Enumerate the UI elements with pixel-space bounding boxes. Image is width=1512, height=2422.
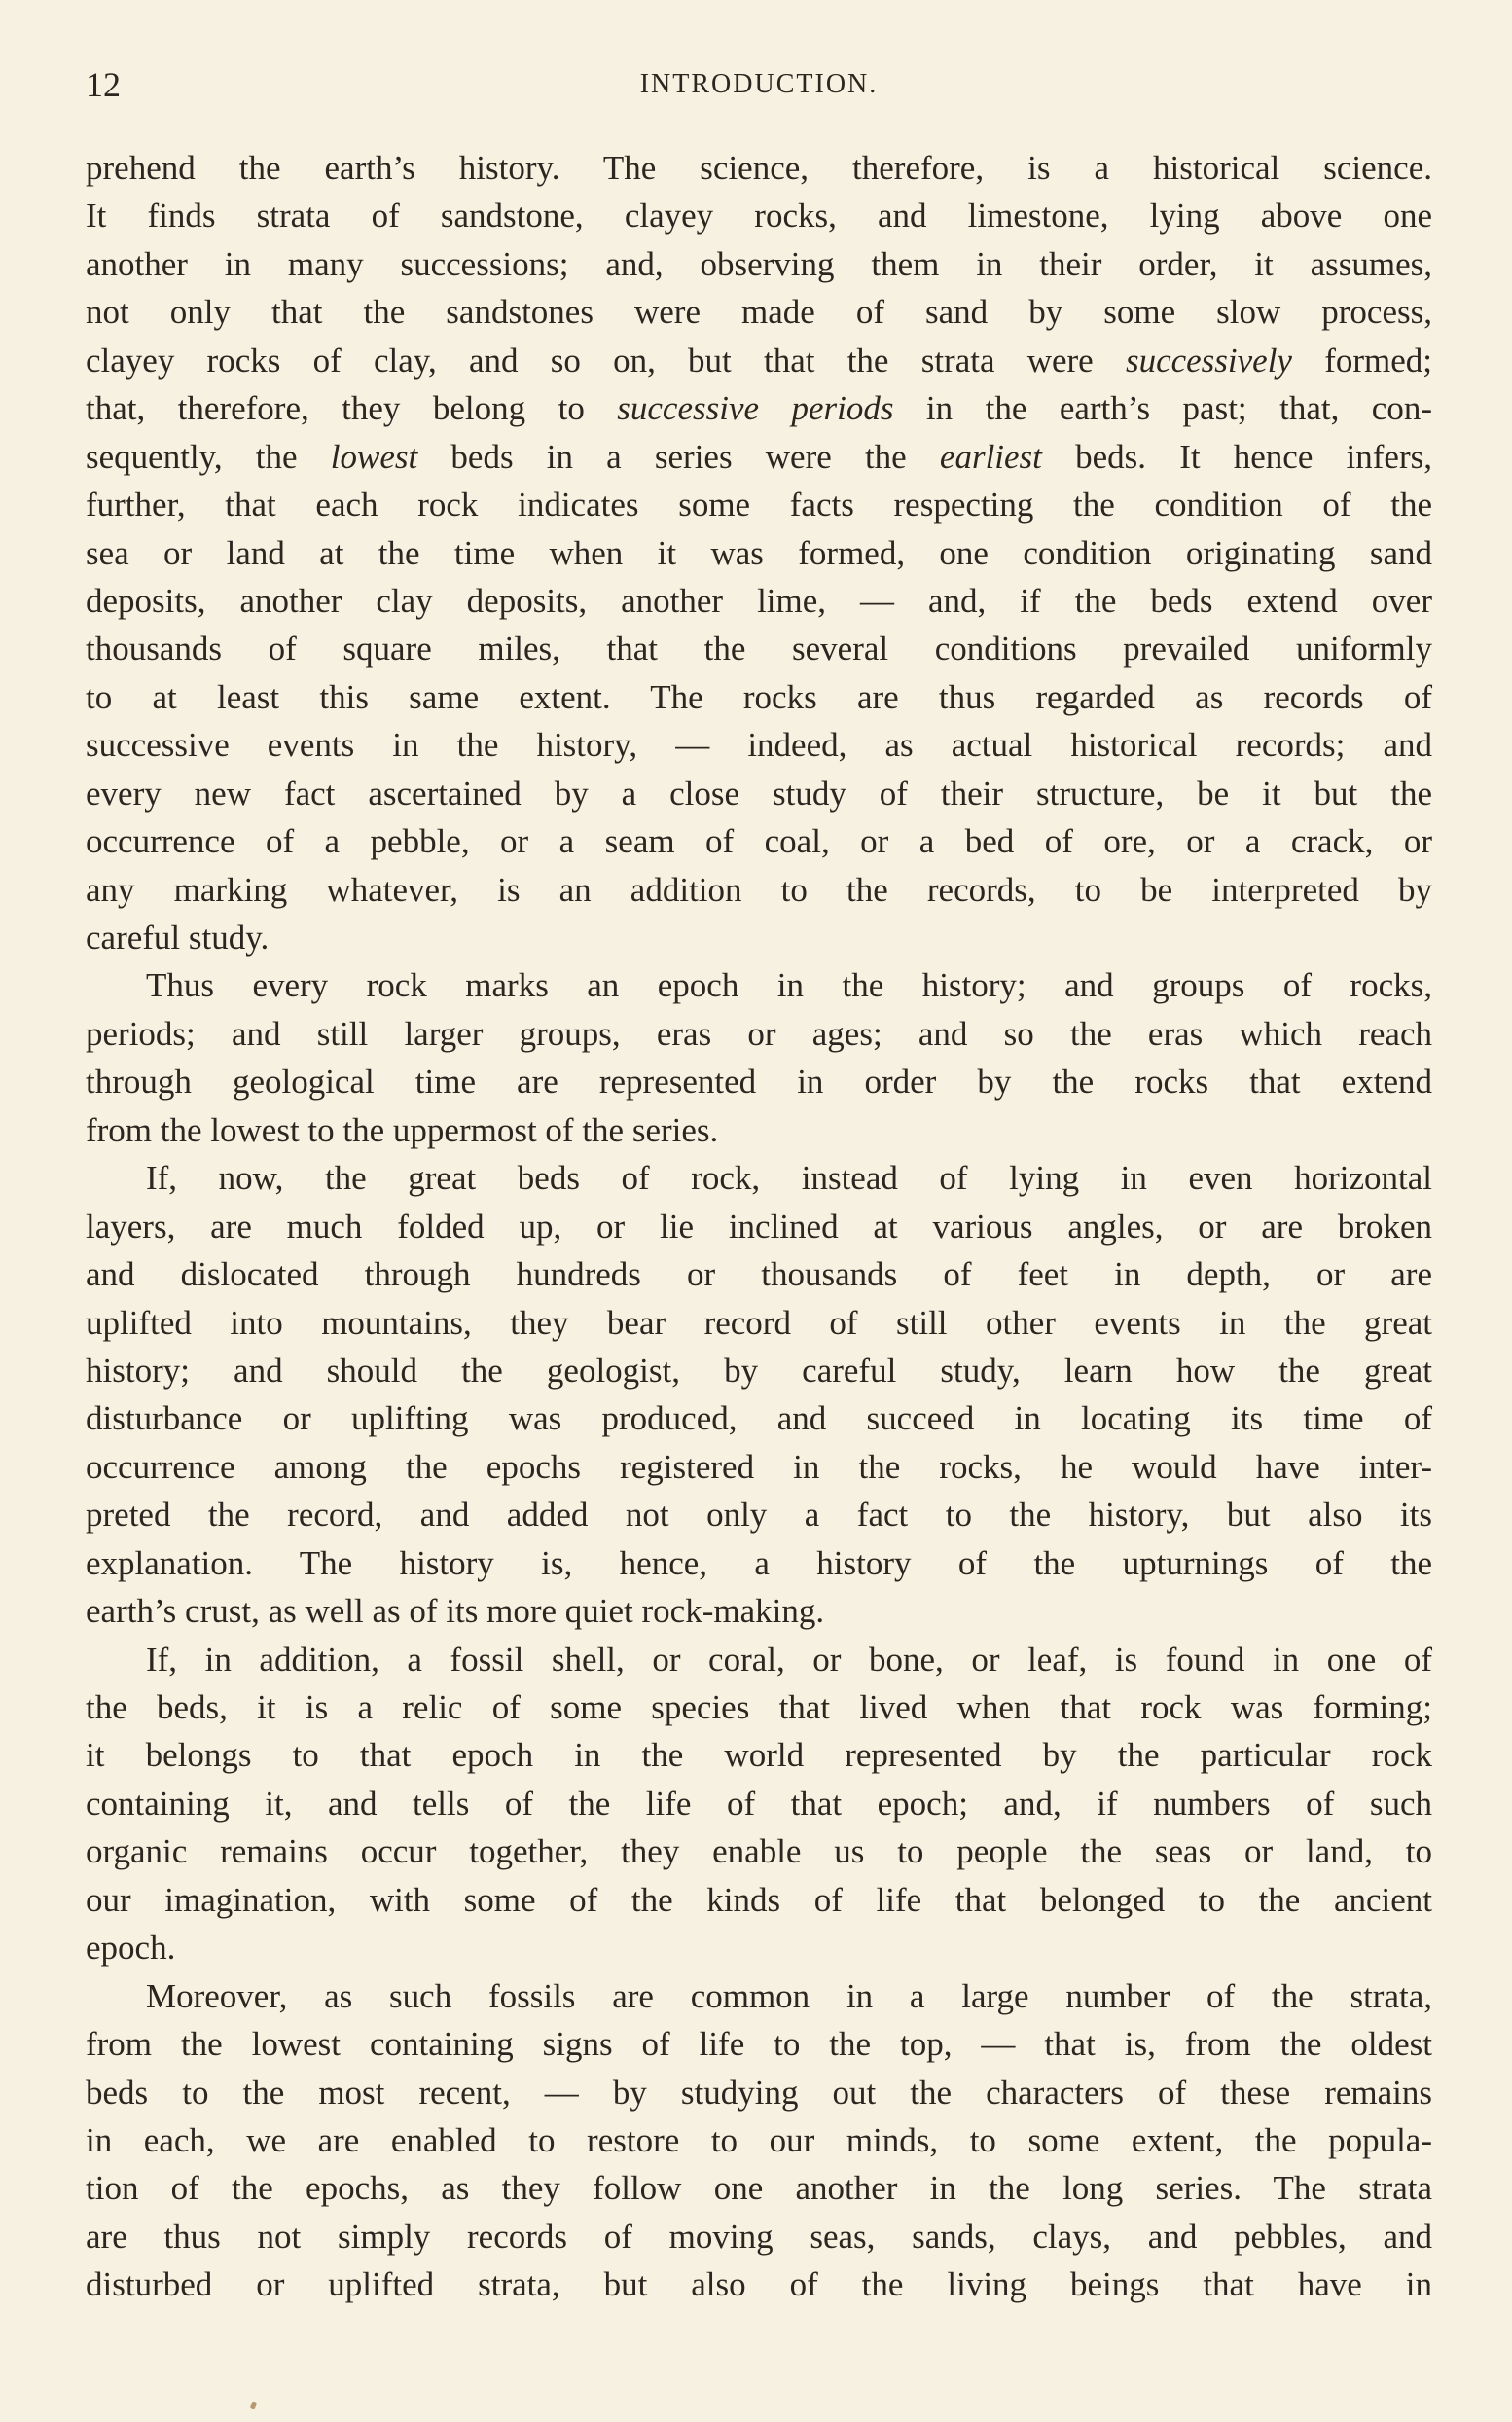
text-segment: It finds strata of sandstone, clayey rocks, and limestone, lying above one	[86, 197, 1432, 235]
page-number: 12	[86, 65, 121, 104]
text-segment: Thus every rock marks an epoch in the history; and groups of rocks,	[146, 966, 1432, 1005]
text-segment: containing it, and tells of the life of that epoch; and, if numbers of such	[86, 1784, 1432, 1823]
text-line	[86, 1731, 1432, 1779]
text-segment: explanation. The history is, hence, a history of the upturnings of the	[86, 1543, 1432, 1582]
text-segment: to at least this same extent. The rocks are thus regarded as records of	[86, 677, 1432, 716]
page-header	[86, 60, 1432, 109]
text-segment: beds. It hence infers,	[1041, 437, 1432, 476]
italic-text-segment: successive periods	[617, 389, 894, 428]
text-segment: disturbance or uplifting was produced, and succeed in locating its time of	[86, 1399, 1432, 1438]
text-line	[86, 288, 1432, 336]
text-segment: If, in addition, a fossil shell, or coral, or bone, or leaf, is found in one of	[146, 1640, 1432, 1679]
text-line	[86, 1154, 1432, 1202]
text-segment: careful study.	[86, 919, 270, 957]
text-line	[86, 1539, 1432, 1587]
text-line	[86, 481, 1432, 528]
text-segment: layers, are much folded up, or lie inclined at various angles, or are broken	[86, 1207, 1432, 1246]
text-line	[86, 1827, 1432, 1875]
text-line	[86, 2069, 1432, 2116]
text-line	[86, 2213, 1432, 2260]
text-line	[86, 1924, 1432, 1971]
text-line	[86, 1876, 1432, 1924]
text-segment: occurrence among the epochs registered in the rocks, he would have inter-	[86, 1447, 1432, 1486]
text-segment: formed;	[1291, 341, 1433, 380]
text-segment: disturbed or uplifted strata, but also of the living beings that have in	[86, 2265, 1432, 2304]
text-line	[86, 625, 1432, 672]
running-head: INTRODUCTION.	[639, 69, 879, 99]
text-line	[86, 721, 1432, 769]
text-segment: it belongs to that epoch in the world represented by the particular rock	[86, 1736, 1432, 1775]
text-segment: tion of the epochs, as they follow one another in the long series. The strata	[86, 2169, 1432, 2208]
text-segment: and dislocated through hundreds or thousands of feet in depth, or are	[86, 1255, 1432, 1294]
text-segment: the beds, it is a relic of some species that lived when that rock was forming;	[86, 1688, 1432, 1726]
text-line	[86, 433, 1432, 481]
text-segment: another in many successions; and, observing them in their order, it assumes,	[86, 244, 1432, 283]
text-segment: that, therefore, they belong to	[86, 389, 618, 428]
text-segment: our imagination, with some of the kinds of life that belonged to the ancient	[86, 1880, 1432, 1919]
text-segment: beds to the most recent, — by studying out the characters of these remains	[86, 2073, 1432, 2112]
text-line	[86, 1106, 1432, 1154]
text-line	[86, 817, 1432, 865]
text-line	[86, 1780, 1432, 1827]
text-segment: preted the record, and added not only a fact to the history, but also its	[86, 1496, 1432, 1535]
text-line	[86, 1683, 1432, 1731]
text-line	[86, 914, 1432, 961]
text-segment: periods; and still larger groups, eras or ages; and so the eras which reach	[86, 1014, 1432, 1053]
text-line	[86, 577, 1432, 625]
text-segment: deposits, another clay deposits, another lime, — and, if the beds extend over	[86, 581, 1432, 620]
italic-text-segment: earliest	[939, 437, 1042, 476]
text-line	[86, 1058, 1432, 1105]
text-line	[86, 1636, 1432, 1683]
text-segment: not only that the sandstones were made of sand by some slow process,	[86, 293, 1432, 332]
text-line	[86, 1443, 1432, 1491]
text-line	[86, 961, 1432, 1009]
text-line	[86, 1347, 1432, 1394]
text-segment: through geological time are represented in order by the rocks that extend	[86, 1063, 1432, 1102]
text-line	[86, 2260, 1432, 2308]
text-line	[86, 1010, 1432, 1058]
text-segment: clayey rocks of clay, and so on, but that the strata were	[86, 341, 1126, 380]
text-segment: occurrence of a pebble, or a seam of coal, or a bed of ore, or a crack, or	[86, 822, 1432, 861]
text-line	[86, 1250, 1432, 1298]
text-segment: successive events in the history, — indeed, as actual historical records; and	[86, 726, 1432, 765]
text-line	[86, 144, 1432, 192]
text-segment: from the lowest containing signs of life to the top, — that is, from the oldest	[86, 2025, 1432, 2064]
text-line	[86, 384, 1432, 432]
italic-text-segment: lowest	[330, 437, 418, 476]
text-segment: from the lowest to the uppermost of the series.	[86, 1110, 719, 1149]
text-line	[86, 1299, 1432, 1347]
text-segment: earth’s crust, as well as of its more quiet rock-making.	[86, 1592, 825, 1631]
text-line	[86, 529, 1432, 577]
text-segment: thousands of square miles, that the several conditions prevailed uniformly	[86, 630, 1432, 669]
text-line	[86, 866, 1432, 914]
text-segment: in each, we are enabled to restore to our minds, to some extent, the popula-	[86, 2120, 1432, 2159]
text-line	[86, 770, 1432, 817]
text-segment: beds in a series were the	[417, 437, 940, 476]
text-line	[86, 240, 1432, 288]
text-line	[86, 337, 1432, 384]
text-segment: are thus not simply records of moving seas, sands, clays, and pebbles, and	[86, 2217, 1432, 2256]
text-segment: sea or land at the time when it was formed, one condition originating sand	[86, 533, 1432, 572]
text-line	[86, 1491, 1432, 1538]
italic-text-segment: successively	[1125, 341, 1292, 380]
text-segment: any marking whatever, is an addition to the records, to be interpreted by	[86, 870, 1432, 909]
text-segment: in the earth’s past; that, con-	[893, 389, 1432, 428]
text-segment: epoch.	[86, 1929, 176, 1968]
text-segment: organic remains occur together, they enable us to people the seas or land, to	[86, 1832, 1432, 1871]
text-segment: If, now, the great beds of rock, instead of lying in even horizontal	[146, 1159, 1432, 1198]
text-segment: sequently, the	[86, 437, 331, 476]
text-segment: prehend the earth’s history. The science, therefore, is a historical science.	[86, 149, 1432, 187]
text-line	[86, 2116, 1432, 2164]
text-segment: history; and should the geologist, by careful study, learn how the great	[86, 1351, 1432, 1390]
text-line	[86, 2020, 1432, 2068]
text-line	[86, 1394, 1432, 1442]
text-line	[86, 192, 1432, 239]
text-segment: further, that each rock indicates some facts respecting the condition of the	[86, 486, 1432, 524]
text-line	[86, 673, 1432, 721]
text-segment: Moreover, as such fossils are common in a large number of the strata,	[146, 1976, 1432, 2015]
text-line	[86, 1203, 1432, 1250]
body-text	[86, 144, 1432, 2309]
text-segment: uplifted into mountains, they bear record of still other events in the great	[86, 1303, 1432, 1342]
text-line	[86, 2164, 1432, 2212]
text-line	[86, 1972, 1432, 2020]
ink-speck	[250, 2401, 257, 2409]
text-line	[86, 1587, 1432, 1635]
text-segment: every new fact ascertained by a close study of their structure, be it but the	[86, 774, 1432, 813]
